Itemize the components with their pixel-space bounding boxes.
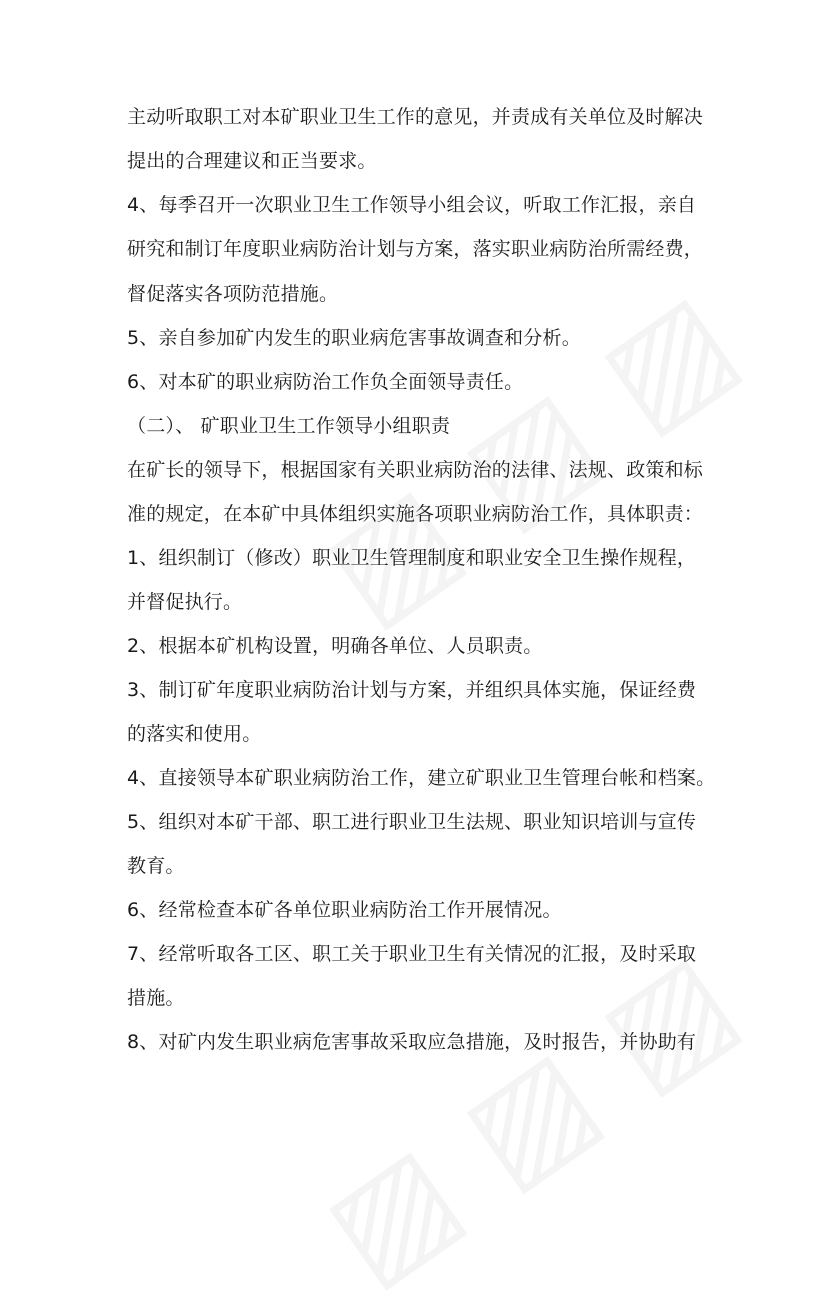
- section-heading: （二）、 矿职业卫生工作领导小组职责: [127, 415, 451, 437]
- text-line: 研究和制订年度职业病防治计划与方案，落实职业病防治所需经费，: [127, 238, 704, 260]
- text-line: 4、每季召开一次职业卫生工作领导小组会议，听取工作汇报，亲自: [127, 194, 697, 216]
- watermark-graphic: [298, 922, 761, 1310]
- text-line: 5、亲自参加矿内发生的职业病危害事故调查和分析。: [127, 327, 581, 349]
- text-line: 的落实和使用。: [127, 723, 262, 745]
- text-line: 5、组织对本矿干部、职工进行职业卫生法规、职业知识培训与宣传: [127, 811, 697, 833]
- text-line: 3、制订矿年度职业病防治计划与方案，并组织具体实施，保证经费: [127, 679, 697, 701]
- text-line: 在矿长的领导下，根据国家有关职业病防治的法律、法规、政策和标: [127, 459, 704, 481]
- text-line: 2、根据本矿机构设置，明确各单位、人员职责。: [127, 635, 543, 657]
- text-line: 督促落实各项防范措施。: [127, 283, 339, 305]
- text-line: 7、经常听取各工区、职工关于职业卫生有关情况的汇报，及时采取: [127, 943, 697, 965]
- text-line: 准的规定，在本矿中具体组织实施各项职业病防治工作，具体职责：: [127, 503, 704, 525]
- text-line: 并督促执行。: [127, 591, 243, 613]
- text-line: 措施。: [127, 987, 185, 1009]
- text-line: 提出的合理建议和正当要求。: [127, 150, 377, 172]
- text-line: 教育。: [127, 855, 185, 877]
- text-line: 6、经常检查本矿各单位职业病防治工作开展情况。: [127, 899, 562, 921]
- text-line: 主动听取职工对本矿职业卫生工作的意见，并责成有关单位及时解决: [127, 106, 704, 128]
- text-line: 6、对本矿的职业病防治工作负全面领导责任。: [127, 371, 524, 393]
- text-line: 1、组织制订（修改）职业卫生管理制度和职业安全卫生操作规程，: [127, 547, 697, 569]
- text-line: 4、直接领导本矿职业病防治工作，建立矿职业卫生管理台帐和档案。: [127, 767, 716, 789]
- text-line: 8、对矿内发生职业病危害事故采取应急措施，及时报告，并协助有: [127, 1031, 697, 1053]
